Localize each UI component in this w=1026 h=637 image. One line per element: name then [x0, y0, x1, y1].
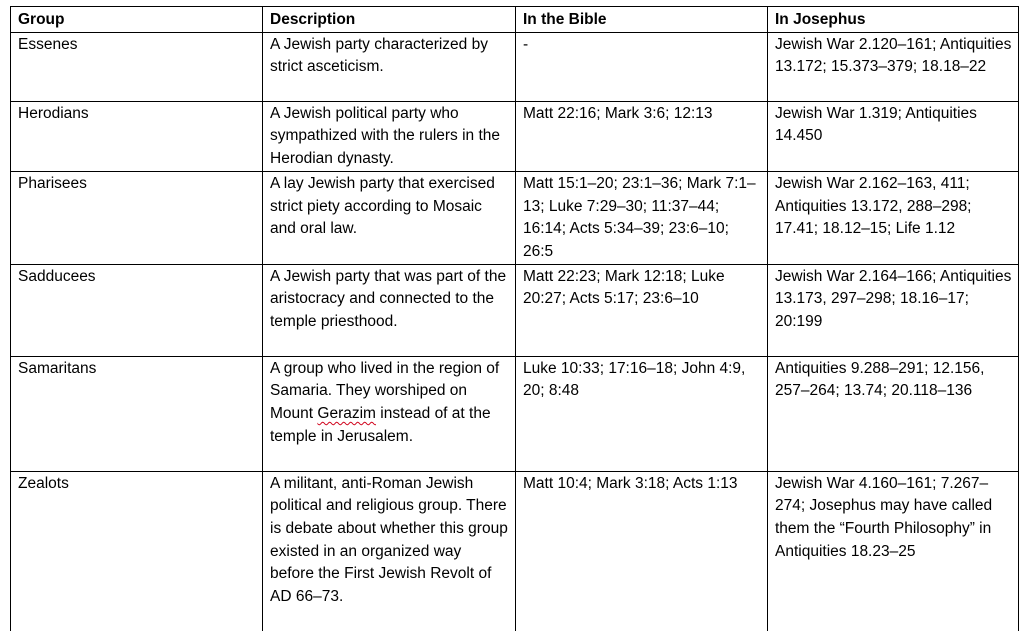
table-header-row [11, 7, 1019, 33]
cell-josephus: Jewish War 4.160–161; 7.267–274; Josephus may have called them the “Fourth Philosophy” in Antiquities 18.23–25 [768, 471, 1019, 631]
cell-description [263, 356, 516, 471]
description-text: instead of at the temple in Jerusalem. [270, 405, 491, 445]
cell-group: Sadducees [11, 264, 263, 356]
cell-josephus: Jewish War 2.162–163, 411; Antiquities 13.172, 288–298; 17.41; 18.12–15; Life 1.12 [768, 171, 1019, 264]
spellcheck-flagged-word[interactable]: Gerazim [317, 405, 376, 423]
cell-bible: Matt 22:23; Mark 12:18; Luke 20:27; Acts 5:17; 23:6–10 [516, 264, 768, 356]
cell-josephus: Jewish War 1.319; Antiquities 14.450 [768, 101, 1019, 171]
cell-description: A Jewish political party who sympathized with the rulers in the Herodian dynasty. [263, 101, 516, 171]
table-row [11, 471, 1019, 631]
table-row [11, 32, 1019, 101]
cell-josephus: Jewish War 2.164–166; Antiquities 13.173, 297–298; 18.16–17; 20:199 [768, 264, 1019, 356]
table-row [11, 101, 1019, 171]
cell-bible: Matt 15:1–20; 23:1–36; Mark 7:1–13; Luke 7:29–30; 11:37–44; 16:14; Acts 5:34–39; 23:6–10; 26:5 [516, 171, 768, 264]
header-group: Group [11, 7, 263, 33]
groups-table [10, 6, 1019, 631]
table-row [11, 171, 1019, 264]
table-row [11, 356, 1019, 471]
header-in-the-bible: In the Bible [516, 7, 768, 33]
cell-group: Essenes [11, 32, 263, 101]
cell-description: A Jewish party that was part of the aristocracy and connected to the temple priesthood. [263, 264, 516, 356]
cell-description: A lay Jewish party that exercised strict piety according to Mosaic and oral law. [263, 171, 516, 264]
cell-description: A militant, anti-Roman Jewish political and religious group. There is debate about whether this group existed in an organized way before the First Jewish Revolt of AD 66–73. [263, 471, 516, 631]
cell-group: Pharisees [11, 171, 263, 264]
cell-josephus: Antiquities 9.288–291; 12.156, 257–264; 13.74; 20.118–136 [768, 356, 1019, 471]
cell-description: A Jewish party characterized by strict asceticism. [263, 32, 516, 101]
header-description: Description [263, 7, 516, 33]
cell-bible: Luke 10:33; 17:16–18; John 4:9, 20; 8:48 [516, 356, 768, 471]
cell-group: Herodians [11, 101, 263, 171]
cell-bible: - [516, 32, 768, 101]
table-row [11, 264, 1019, 356]
cell-group: Zealots [11, 471, 263, 631]
description-text: A group who lived in the region of Samaria. They worshiped on Mount [270, 359, 500, 423]
cell-bible: Matt 10:4; Mark 3:18; Acts 1:13 [516, 471, 768, 631]
cell-group: Samaritans [11, 356, 263, 471]
header-in-josephus: In Josephus [768, 7, 1019, 33]
cell-josephus: Jewish War 2.120–161; Antiquities 13.172; 15.373–379; 18.18–22 [768, 32, 1019, 101]
cell-bible: Matt 22:16; Mark 3:6; 12:13 [516, 101, 768, 171]
